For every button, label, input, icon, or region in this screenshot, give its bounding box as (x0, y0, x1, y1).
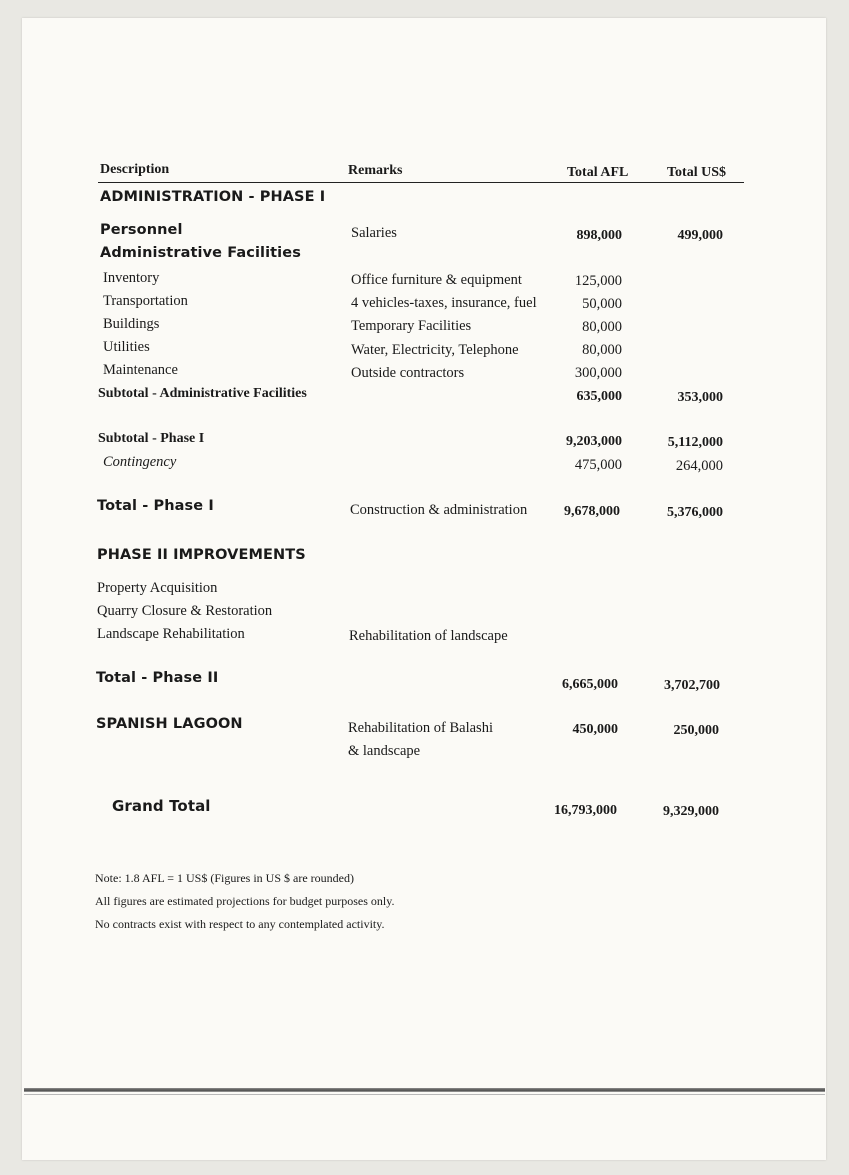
row-maintenance-remark: Outside contractors (351, 365, 465, 381)
row-utilities-afl: 80,000 (582, 342, 622, 358)
header-total-usd: Total US$ (667, 165, 727, 180)
row-contingency-afl: 475,000 (574, 457, 622, 473)
row-personnel-usd: 499,000 (677, 228, 723, 243)
row-total-phase2-afl: 6,665,000 (562, 677, 618, 692)
row-inventory-afl: 125,000 (574, 273, 622, 289)
row-quarry-closure-label: Quarry Closure & Restoration (97, 603, 273, 619)
row-landscape-rehab-label: Landscape Rehabilitation (97, 626, 245, 642)
row-spanish-lagoon-remark-1: Rehabilitation of Balashi (348, 720, 493, 736)
row-subtotal-phase1-label: Subtotal - Phase I (98, 431, 205, 446)
row-landscape-rehab-remark: Rehabilitation of landscape (349, 628, 508, 644)
row-spanish-lagoon-afl: 450,000 (572, 722, 618, 737)
row-transportation-afl: 50,000 (582, 296, 622, 312)
row-grand-total-usd: 9,329,000 (663, 804, 719, 819)
row-personnel-label: Personnel (100, 222, 183, 238)
row-total-phase1-usd: 5,376,000 (667, 505, 723, 520)
row-total-phase2-usd: 3,702,700 (664, 678, 720, 693)
header-total-afl: Total AFL (567, 165, 629, 180)
row-maintenance-label: Maintenance (103, 362, 178, 378)
row-utilities-remark: Water, Electricity, Telephone (351, 342, 519, 358)
row-total-phase1-label: Total - Phase I (97, 498, 214, 514)
row-inventory-label: Inventory (103, 270, 160, 286)
row-spanish-lagoon-remark-2: & landscape (348, 743, 421, 759)
row-personnel-afl: 898,000 (576, 228, 622, 243)
section-spanish-lagoon: SPANISH LAGOON (96, 716, 243, 732)
row-buildings-afl: 80,000 (582, 319, 622, 335)
header-remarks: Remarks (348, 163, 403, 178)
row-utilities-label: Utilities (103, 339, 150, 355)
note-estimates: All figures are estimated projections for budget purposes only. (95, 894, 395, 908)
row-admin-facilities-label: Administrative Facilities (100, 245, 301, 261)
row-grand-total-afl: 16,793,000 (554, 803, 617, 818)
row-subtotal-phase1-usd: 5,112,000 (667, 435, 723, 450)
row-transportation-label: Transportation (103, 293, 188, 309)
row-total-phase1-afl: 9,678,000 (564, 504, 620, 519)
row-subtotal-admin-usd: 353,000 (677, 390, 723, 405)
row-contingency-usd: 264,000 (675, 458, 723, 474)
row-contingency-label: Contingency (103, 454, 177, 470)
header-description: Description (100, 162, 170, 177)
row-subtotal-admin-label: Subtotal - Administrative Facilities (98, 386, 307, 401)
row-property-acquisition-label: Property Acquisition (97, 580, 218, 596)
row-grand-total-label: Grand Total (112, 797, 211, 815)
row-buildings-label: Buildings (103, 316, 160, 332)
scan-edge-line (24, 1094, 825, 1095)
row-personnel-remark: Salaries (351, 225, 397, 241)
header-rule (98, 182, 744, 183)
row-spanish-lagoon-usd: 250,000 (673, 723, 719, 738)
row-buildings-remark: Temporary Facilities (351, 318, 472, 334)
row-subtotal-admin-afl: 635,000 (576, 389, 622, 404)
scan-edge-bar (24, 1088, 825, 1092)
row-maintenance-afl: 300,000 (574, 365, 622, 381)
note-no-contracts: No contracts exist with respect to any contemplated activity. (95, 917, 385, 931)
section-admin-phase1: ADMINISTRATION - PHASE I (100, 189, 326, 205)
row-total-phase2-label: Total - Phase II (96, 670, 219, 686)
note-exchange-rate: Note: 1.8 AFL = 1 US$ (Figures in US $ are rounded) (95, 871, 354, 885)
row-subtotal-phase1-afl: 9,203,000 (566, 434, 622, 449)
section-phase2-improvements: PHASE II IMPROVEMENTS (97, 547, 306, 563)
row-total-phase1-remark: Construction & administration (350, 502, 528, 518)
row-inventory-remark: Office furniture & equipment (351, 272, 522, 288)
row-transportation-remark: 4 vehicles-taxes, insurance, fuel (351, 295, 537, 311)
